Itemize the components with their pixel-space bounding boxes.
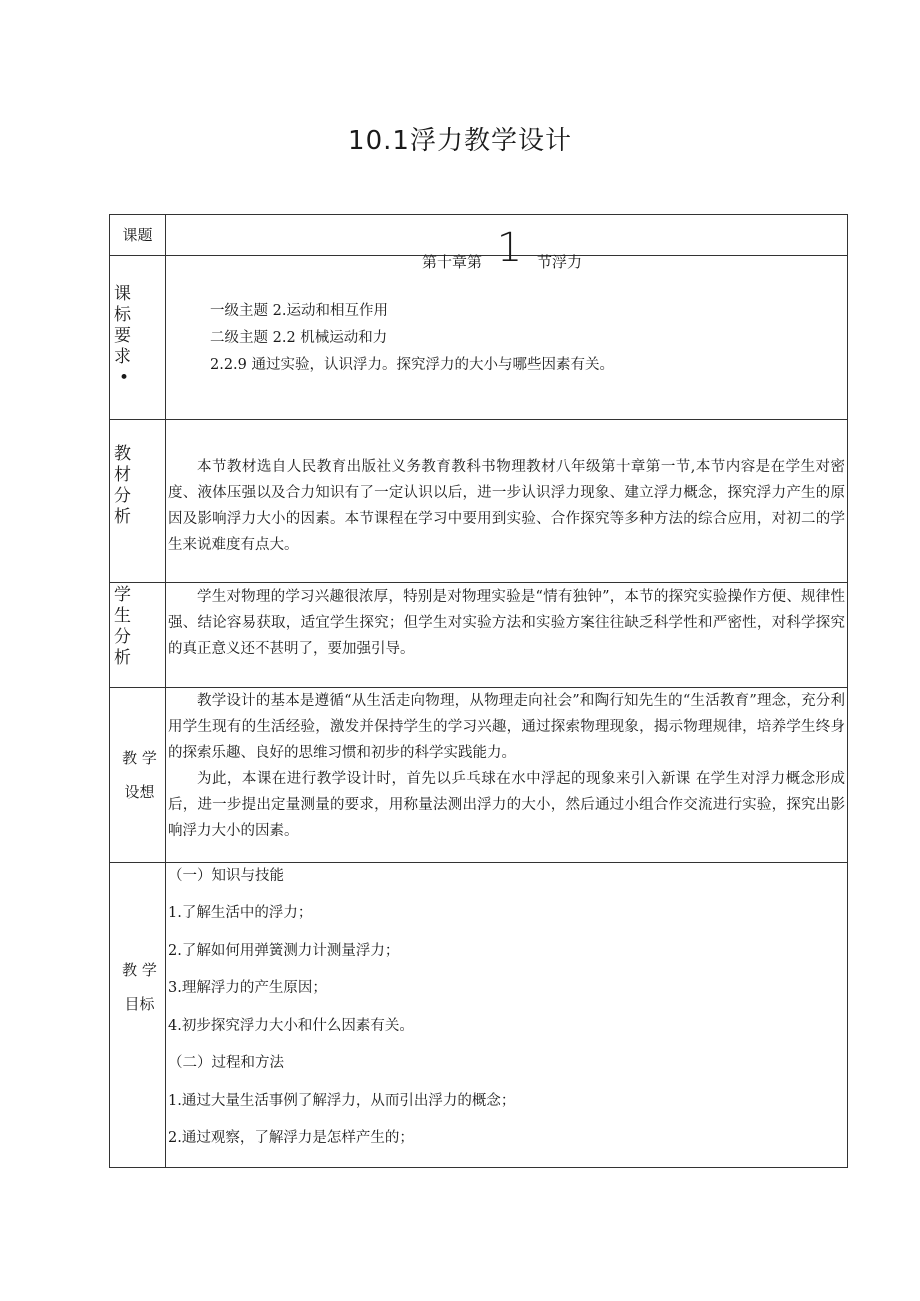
design-label-cell: [110, 688, 166, 863]
standards-line: 2.2.9 通过实验，认识浮力。探究浮力的大小与哪些因素有关。: [210, 357, 615, 373]
goals-line: （二）过程和方法: [168, 1055, 284, 1071]
students-label-char: 生: [114, 606, 131, 626]
goals-line: 3.理解浮力的产生原因；: [168, 980, 327, 996]
lesson-plan-table: [109, 214, 848, 1168]
goals-line: 1.了解生活中的浮力；: [168, 905, 313, 921]
standards-label-char: 课: [114, 284, 131, 304]
goals-line: 4.初步探究浮力大小和什么因素有关。: [168, 1017, 414, 1034]
topic-value: [422, 225, 583, 271]
standards-label-char: 求: [114, 347, 131, 367]
design-label: [110, 741, 165, 809]
goals-label: [110, 863, 165, 1021]
goals-label-line: 目标: [124, 995, 155, 1013]
standards-content-cell: [166, 256, 848, 420]
goals-label-cell: [110, 863, 166, 1168]
standards-label: [110, 256, 165, 389]
row-standards: [110, 256, 848, 420]
textbook-label-char: 析: [114, 507, 131, 527]
topic-prefix: 第十章第: [422, 253, 483, 271]
standards-label-char: •: [119, 368, 130, 388]
textbook-label-char: 分: [114, 486, 131, 506]
row-students: [110, 583, 848, 688]
students-label-cell: [110, 583, 166, 688]
goals-line: （一）知识与技能: [168, 868, 284, 884]
textbook-label: [110, 420, 165, 528]
goals-label-line: 教 学: [122, 961, 157, 979]
topic-value-cell: [166, 215, 848, 271]
design-label-line: 教 学: [122, 749, 157, 767]
students-label-char: 学: [114, 585, 131, 605]
standards-label-char: 要: [114, 326, 131, 346]
design-content-cell: [166, 688, 848, 863]
goals-content-cell: [166, 863, 848, 1168]
design-label-line: 设想: [124, 783, 155, 801]
row-goals: [110, 863, 848, 1168]
goals-line: 2.通过观察，了解浮力是怎样产生的；: [168, 1130, 414, 1146]
goals-line: 1.通过大量生活事例了解浮力，从而引出浮力的概念；: [168, 1092, 516, 1109]
textbook-content-cell: [166, 420, 848, 583]
standards-label-cell: [110, 256, 166, 420]
design-paragraph: 为此，本课在进行教学设计时，首先以乒乓球在水中浮起的现象来引入新课 在学生对浮力概念形成后，进一步提出定量测量的要求，用称量法测出浮力的大小，然后通过小组合作交流进行实验，探究出影响浮力大小的因素。: [168, 771, 845, 839]
students-label: [110, 583, 165, 669]
textbook-label-char: 教: [114, 444, 131, 464]
goals-line: 2.了解如何用弹簧测力计测量浮力；: [168, 942, 400, 959]
students-label-char: 分: [114, 627, 131, 647]
row-topic: [110, 215, 848, 256]
standards-label-char: 标: [114, 305, 131, 325]
page-title: 10.1浮力教学设计: [348, 126, 572, 156]
students-label-char: 析: [114, 648, 131, 668]
textbook-label-cell: [110, 420, 166, 583]
design-paragraph: 教学设计的基本是遵循“从生活走向物理，从物理走向社会”和陶行知先生的“生活教育”理念，充分利用学生现有的生活经验，激发并保持学生的学习兴趣，通过探索物理现象，揭示物理规律，培养学生终身的探索乐趣、良好的思维习惯和初步的科学实践能力。: [168, 693, 845, 761]
row-design: [110, 688, 848, 863]
students-content-cell: [166, 583, 848, 688]
topic-suffix: 节浮力: [537, 253, 583, 271]
standards-line: 二级主题 2.2 机械运动和力: [210, 330, 388, 346]
students-text: 学生对物理的学习兴趣很浓厚，特别是对物理实验是“情有独钟”，本节的探究实验操作方便、规律性强、结论容易获取，适宜学生探究；但学生对实验方法和实验方案往往缺乏科学性和严密性，对科学探究的真正意义还不甚明了，要加强引导。: [168, 589, 845, 657]
topic-label-cell: [110, 215, 166, 256]
textbook-text: 本节教材选自人民教育出版社义务教育教科书物理教材八年级第十章第一节,本节内容是在学生对密度、液体压强以及合力知识有了一定认识以后，进一步认识浮力现象、建立浮力概念，探究浮力产生的原因及影响浮力大小的因素。本节课程在学习中要用到实验、合作探究等多种方法的综合应用，对初二的学生来说难度有点大。: [168, 459, 845, 553]
topic-number: 1: [496, 225, 523, 271]
textbook-label-char: 材: [114, 465, 131, 485]
standards-line: 一级主题 2.运动和相互作用: [210, 303, 388, 319]
row-textbook: [110, 420, 848, 583]
topic-label: 课题: [122, 226, 153, 244]
